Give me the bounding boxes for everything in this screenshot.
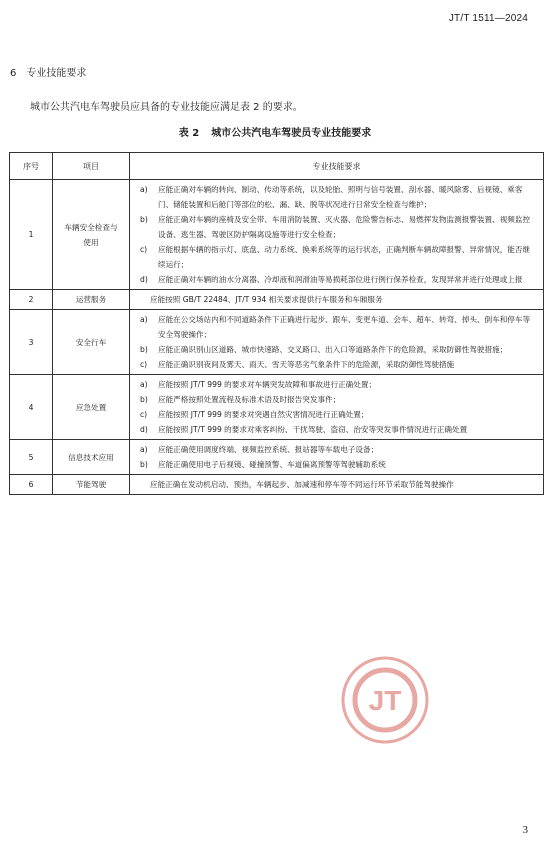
header-item: 项目: [53, 153, 130, 180]
requirement-item: [136, 392, 537, 407]
requirement-marker: a): [140, 380, 148, 389]
jt-logo-watermark: [340, 655, 430, 745]
table-header-row: [10, 153, 544, 180]
row-requirements: [130, 440, 544, 475]
requirement-text: 应能按照 JT/T 999 的要求对突遇自然灾害情况进行正确处置；: [158, 410, 369, 419]
requirement-item: [136, 272, 537, 287]
table-row: [10, 180, 544, 290]
requirement-item: [136, 342, 537, 357]
requirement-marker: c): [140, 245, 148, 254]
requirement-text: 应能按照 GB/T 22484、JT/T 934 相关要求提供行车服务和车厢服务: [150, 295, 383, 304]
table-row: [10, 475, 544, 495]
requirement-text: 应能正确使用电子后视镜、碰撞预警、车道偏离预警等驾驶辅助系统: [158, 460, 386, 469]
requirement-item: [136, 442, 537, 457]
requirement-item: [136, 377, 537, 392]
table-caption: [0, 124, 550, 139]
requirement-item: [136, 312, 537, 342]
requirement-marker: d): [140, 425, 148, 434]
section-number: 6: [10, 68, 17, 79]
row-seq: 6: [10, 475, 53, 495]
requirement-text: 应能正确识别夜间及雾天、雨天、雪天等恶劣气象条件下的危险源，采取防御性驾驶措施: [158, 360, 455, 369]
table-row: [10, 375, 544, 440]
row-requirements: [130, 310, 544, 375]
requirement-text: 应能按照 JT/T 999 的要求对乘客纠纷、干扰驾驶、盗窃、治安等突发事件情况进行正确处置: [158, 425, 468, 434]
requirement-marker: a): [140, 445, 148, 454]
requirement-marker: b): [140, 395, 148, 404]
row-item: 车辆安全检查与使用: [53, 180, 130, 290]
requirement-item: [136, 407, 537, 422]
requirement-marker: a): [140, 185, 148, 194]
requirement-text: 应能根据车辆的指示灯、底盘、动力系统、换乘系统等的运行状态，正确判断车辆故障报警、异常情况，能否继续运行；: [158, 245, 531, 269]
row-item: 运营服务: [53, 290, 130, 310]
requirement-text: 应能按照 JT/T 999 的要求对车辆突发故障和事故进行正确处置；: [158, 380, 377, 389]
row-requirements: [130, 375, 544, 440]
table-row: [10, 310, 544, 375]
requirement-item: [136, 182, 537, 212]
row-seq: 2: [10, 290, 53, 310]
row-item: 节能驾驶: [53, 475, 130, 495]
stamp-text: JT: [368, 685, 402, 716]
row-seq: 3: [10, 310, 53, 375]
row-seq: 5: [10, 440, 53, 475]
requirement-item: [136, 212, 537, 242]
table-row: [10, 290, 544, 310]
row-item: 安全行车: [53, 310, 130, 375]
requirement-marker: b): [140, 345, 148, 354]
row-seq: 4: [10, 375, 53, 440]
requirement-marker: a): [140, 315, 148, 324]
requirement-text: 应能正确在发动机启动、预热，车辆起步、加减速和停车等不同运行环节采取节能驾驶操作: [150, 480, 454, 489]
requirement-marker: c): [140, 360, 148, 369]
requirement-marker: c): [140, 410, 148, 419]
table-caption-label: 表 2: [178, 128, 200, 139]
row-item: 信息技术应用: [53, 440, 130, 475]
table-caption-title: 城市公共汽电车驾驶员专业技能要求: [211, 128, 372, 139]
header-seq: 序号: [10, 153, 53, 180]
requirement-text: 应能正确识别山区道路、城市快速路、交叉路口、出入口等道路条件下的危险源，采取防御性驾驶措施；: [158, 345, 508, 354]
requirement-item: [136, 357, 537, 372]
intro-paragraph: 城市公共汽电车驾驶员应具备的专业技能应满足表 2 的要求。: [30, 102, 303, 113]
requirement-text: 应能严格按照处置流程及标准术语及时报告突发事件；: [158, 395, 341, 404]
table-row: [10, 440, 544, 475]
requirement-item: [136, 457, 537, 472]
requirement-text: 应能正确对车辆的座椅及安全带、车用消防装置、灭火器、危险警告标志、易燃挥发物监测报警装置、视频监控设备、逃生器、驾驶区防护隔离设施等进行安全检查；: [158, 215, 531, 239]
row-item: 应急处置: [53, 375, 130, 440]
requirement-text: 应能在公交场站内和不同道路条件下正确进行起步、跟车、变更车道、会车、超车、转弯、掉头、倒车和停车等安全驾驶操作；: [158, 315, 531, 339]
standard-number: JT/T 1511—2024: [448, 13, 528, 24]
requirement-item: [136, 242, 537, 272]
row-requirements: [130, 290, 544, 310]
row-requirements: [130, 475, 544, 495]
page-number: 3: [522, 824, 528, 836]
requirement-text: 应能正确对车辆的油水分离器、冷却液和润滑油等易损耗部位进行例行保养检查，发现异常并进行处理或上报: [158, 275, 523, 284]
row-requirements: [130, 180, 544, 290]
row-seq: 1: [10, 180, 53, 290]
requirement-marker: d): [140, 275, 148, 284]
skills-table: [9, 152, 544, 495]
section-heading: [10, 64, 86, 79]
requirement-marker: b): [140, 215, 148, 224]
requirement-text: 应能正确使用调度终端、视频监控系统、报站器等车载电子设备；: [158, 445, 379, 454]
section-title: 专业技能要求: [26, 68, 87, 79]
requirement-text: 应能正确对车辆的转向、制动、传动等系统，以及轮胎、照明与信号装置、刮水器、暖风除雾、后视镜、乘客门、储能装置和后舱门等部位的松、漏、缺、脱等状况进行日常安全检查与维护；: [158, 185, 523, 209]
requirement-marker: b): [140, 460, 148, 469]
header-req: 专业技能要求: [130, 153, 544, 180]
requirement-item: [136, 422, 537, 437]
